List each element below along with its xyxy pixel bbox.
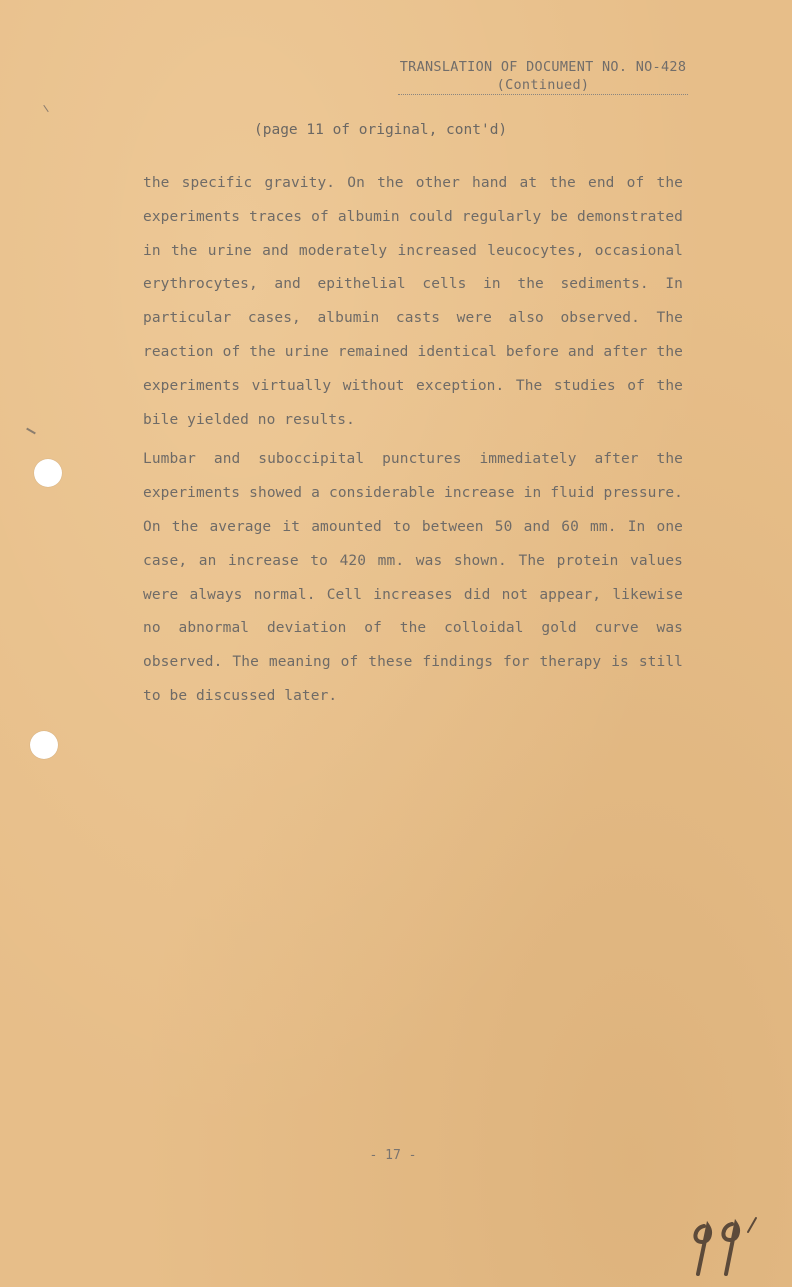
handwritten-page-number [686, 1212, 766, 1282]
page-number: - 17 - [369, 1148, 417, 1163]
punch-hole-bottom [30, 731, 58, 759]
punch-hole-top [34, 459, 62, 487]
margin-tick-mark [26, 428, 36, 435]
header-continued: (Continued) [496, 77, 590, 93]
page-reference: (page 11 of original, cont'd) [254, 122, 508, 138]
margin-tick-mark [43, 105, 48, 112]
body-text [143, 167, 683, 714]
document-header [398, 58, 688, 94]
paragraph-1: the specific gravity. On the other hand at the end of the experiments traces of albumin could regularly be demonstrated in the urine and moderately increased leucocytes, occasional erythrocytes, and epithelial cells in the sediments. In particular cases, albumin casts were also observed. The reaction of the urine remained identical before and after the experiments virtually without exception. The studies of the bile yielded no results. [143, 175, 683, 428]
paragraph-2: Lumbar and suboccipital punctures immediately after the experiments showed a considerable increase in fluid pressure. On the average it amounted to between 50 and 60 mm. In one case, an increase to 420 mm. was shown. The protein values were always normal. Cell increases did not appear, likewise no abnormal deviation of the colloidal gold curve was observed. The meaning of these findings for therapy is still to be discussed later. [143, 451, 683, 704]
header-title: TRANSLATION OF DOCUMENT NO. NO-428 [399, 59, 687, 75]
header-dotted-rule [398, 94, 688, 95]
